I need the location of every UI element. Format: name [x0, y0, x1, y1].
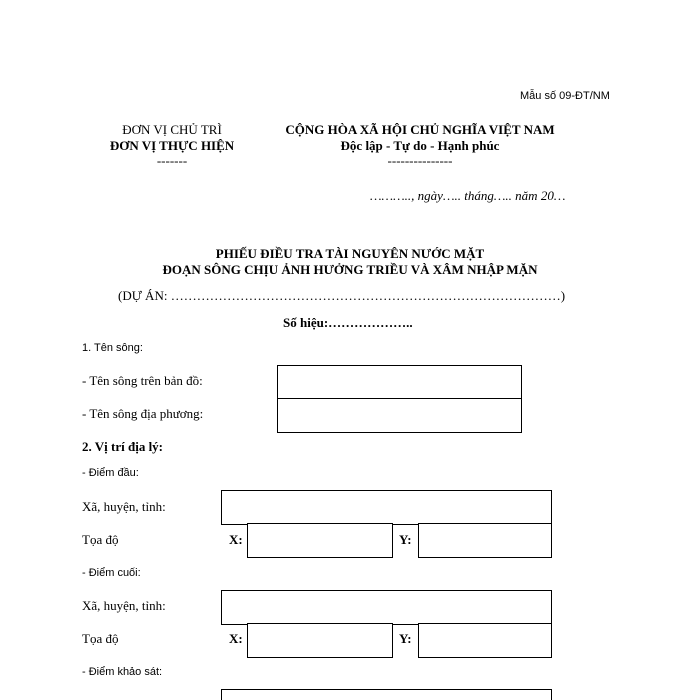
- date-line: ……….., ngày….. tháng….. năm 20…: [370, 188, 566, 203]
- end-point-label: - Điểm cuối:: [82, 567, 141, 579]
- end-y-field[interactable]: [418, 623, 552, 658]
- header-left: [92, 122, 252, 168]
- start-x-field[interactable]: [247, 523, 393, 558]
- section2-heading: 2. Vị trí địa lý:: [82, 439, 164, 454]
- end-coord-label: Tọa độ: [82, 631, 119, 646]
- header-right-rule: ---------------: [387, 153, 453, 168]
- form-code: Mẫu số 09-ĐT/NM: [520, 90, 610, 102]
- map-river-name-field[interactable]: [277, 365, 522, 400]
- project-line: (DỰ ÁN: ………………………………………………………………………………): [118, 288, 566, 303]
- map-river-name-label: - Tên sông trên bản đồ:: [82, 373, 203, 388]
- header-right: [270, 122, 570, 168]
- local-river-name-label: - Tên sông địa phương:: [82, 406, 204, 421]
- start-coord-label: Tọa độ: [82, 532, 119, 547]
- survey-point-field[interactable]: [221, 689, 552, 700]
- end-x-field[interactable]: [247, 623, 393, 658]
- header-left-rule: -------: [156, 153, 188, 168]
- implementing-unit: ĐƠN VỊ THỰC HIỆN: [109, 138, 235, 153]
- country-name: CỘNG HÒA XÃ HỘI CHỦ NGHĨA VIỆT NAM: [285, 122, 555, 137]
- organizing-unit: ĐƠN VỊ CHỦ TRÌ: [122, 122, 222, 137]
- local-river-name-field[interactable]: [277, 398, 522, 433]
- start-y-field[interactable]: [418, 523, 552, 558]
- section1-heading: 1. Tên sông:: [82, 342, 143, 354]
- start-point-label: - Điểm đầu:: [82, 467, 139, 479]
- survey-point-label: - Điểm khảo sát:: [82, 666, 163, 678]
- title-line2: ĐOẠN SÔNG CHỊU ẢNH HƯỞNG TRIỀU VÀ XÂM NHẬP MẶN: [162, 262, 538, 277]
- serial-number: Số hiệu:………………..: [283, 315, 413, 330]
- national-motto: Độc lập - Tự do - Hạnh phúc: [340, 138, 500, 153]
- end-commune-field[interactable]: [221, 590, 552, 625]
- title-line1: PHIẾU ĐIỀU TRA TÀI NGUYÊN NƯỚC MẶT: [215, 246, 485, 261]
- end-commune-label: Xã, huyện, tỉnh:: [82, 598, 166, 613]
- end-y-label: Y:: [399, 631, 412, 646]
- start-commune-label: Xã, huyện, tỉnh:: [82, 499, 166, 514]
- start-commune-field[interactable]: [221, 490, 552, 525]
- start-y-label: Y:: [399, 532, 412, 547]
- end-x-label: X:: [229, 631, 243, 646]
- form-title: [100, 246, 600, 278]
- start-x-label: X:: [229, 532, 243, 547]
